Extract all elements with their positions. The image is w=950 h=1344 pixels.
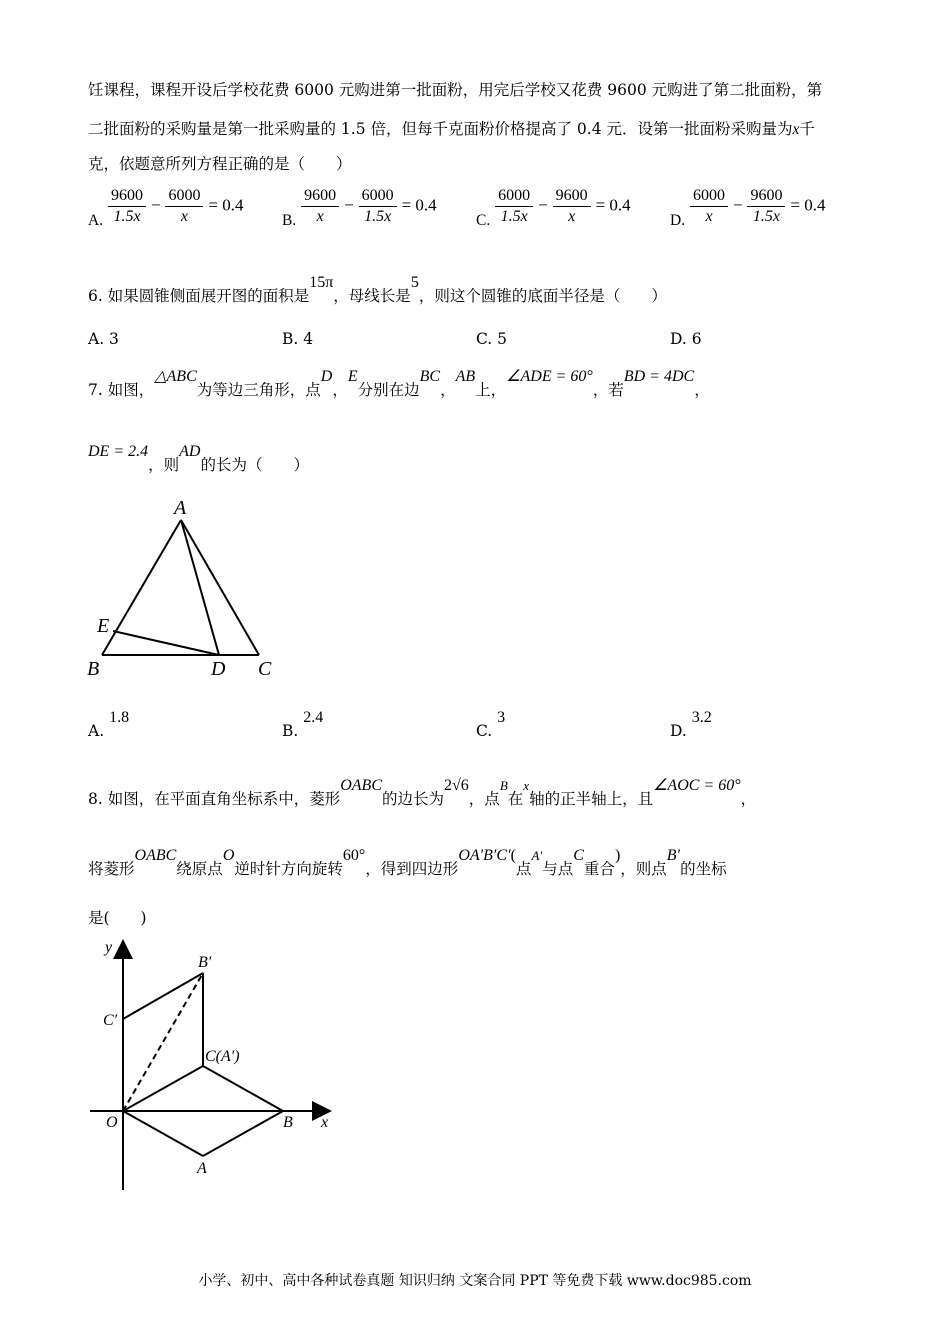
q7-label-a: A (174, 497, 187, 519)
q7-option-a: A. 1.8 (88, 709, 130, 740)
q6-option-b: B. 4 (282, 330, 314, 348)
q8-stem-line-2: 将菱形OABC绕原点O逆时针方向旋转60°，得到四边形OA′B′C′(点$^{A'}$与点C重合)，则点B′的坐标 (88, 847, 727, 878)
q8-label-b: B (283, 1114, 293, 1131)
q7-segment-ad (181, 520, 219, 655)
page-footer: 小学、初中、高中各种试卷真题 知识归纳 文案合同 PPT 等免费下载 www.doc985.com (198, 1273, 752, 1289)
q7-stem-line-1: 7. 如图，△ABC为等边三角形，点D，E分别在边BC，AB上，∠ADE = 60°，若BD = 4DC， (88, 368, 710, 399)
q5-option-b: B. $\frac{9600}{x}$ − $\frac{6000}{1.5x}$ = 0.4 (282, 187, 437, 229)
q8-label-y: y (105, 939, 113, 956)
q7-label-e: E (97, 615, 110, 637)
q6-option-c: C. 5 (476, 330, 508, 348)
q8-edge-oa (123, 1111, 203, 1156)
q8-dashed-obp (123, 973, 203, 1111)
q8-label-x: x (321, 1114, 329, 1131)
q8-label-o: O (106, 1114, 118, 1131)
q7-segment-de (113, 631, 219, 655)
q6-option-a: A. 3 (88, 330, 119, 348)
q7-stem-line-2: DE = 2.4，则AD的长为（ ） (88, 443, 309, 474)
q7-option-c: C. 3 (476, 709, 506, 740)
q8-stem-line-3: 是( ) (88, 909, 147, 927)
q8-label-a: A (197, 1160, 207, 1177)
q5-option-c: C. $\frac{6000}{1.5x}$ − $\frac{9600}{x}$ = 0.4 (476, 187, 631, 229)
q8-label-cp: C′ (103, 1012, 118, 1029)
q5-line-1: 饪课程，课程开设后学校花费 6000 元购进第一批面粉，用完后学校又花费 9600 元购进了第二批面粉，第 (88, 81, 823, 99)
q5-option-d: D. $\frac{6000}{x}$ − $\frac{9600}{1.5x}$ = 0.4 (670, 187, 826, 229)
q7-edge-ac (181, 520, 259, 655)
q5-line-2: 二批面粉的采购量是第一批采购量的 1.5 倍，但每千克面粉价格提高了 0.4 元．设第一批面粉采购量为x千 (88, 120, 815, 138)
q8-stem-line-1: 8. 如图，在平面直角坐标系中，菱形OABC的边长为2√6，点$^B$在$^x$轴的正半轴上，且∠AOC = 60°， (88, 777, 757, 808)
q5-line-3: 克，依题意所列方程正确的是（ ） (88, 155, 352, 173)
q7-label-b: B (87, 658, 100, 680)
q7-triangle-figure (84, 495, 284, 685)
q7-option-d: D. 3.2 (670, 709, 712, 740)
q7-edge-ab (102, 520, 181, 655)
q8-edge-bc (203, 1066, 283, 1111)
q8-edge-ab (203, 1111, 283, 1156)
q8-label-c: C(A′) (205, 1048, 240, 1065)
q7-option-b: B. 2.4 (282, 709, 324, 740)
q6-option-d: D. 6 (670, 330, 702, 348)
q7-label-d: D (211, 658, 226, 680)
q6-stem: 6. 如果圆锥侧面展开图的面积是15π，母线长是5，则这个圆锥的底面半径是（ ） (88, 274, 667, 305)
q8-coordinate-figure (85, 935, 345, 1195)
q5-option-a: A. $\frac{9600}{1.5x}$ − $\frac{6000}{x}$ = 0.4 (88, 187, 244, 229)
q7-label-c: C (258, 658, 272, 680)
q8-edge-bpcp (123, 973, 203, 1019)
q8-label-bp: B′ (198, 954, 212, 971)
